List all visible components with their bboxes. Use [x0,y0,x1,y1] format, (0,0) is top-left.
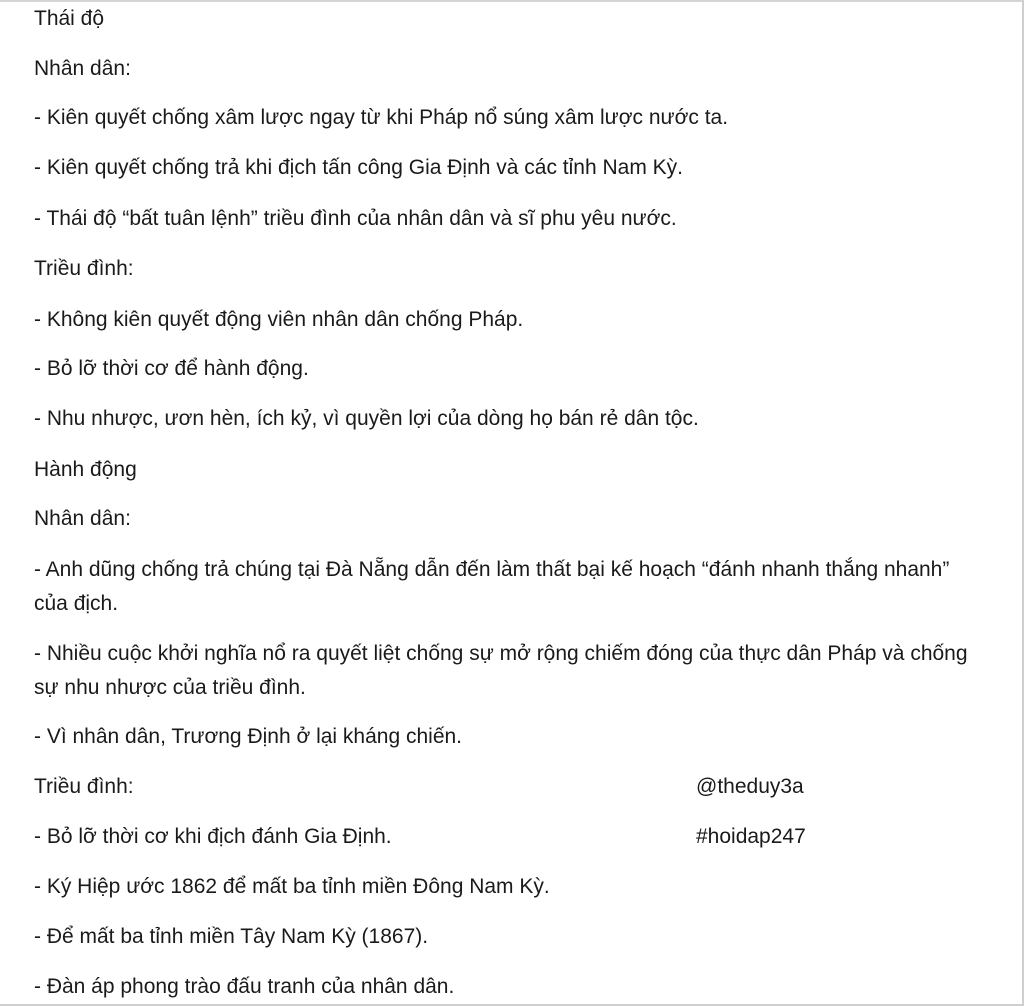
list-item: - Không kiên quyết động viên nhân dân chống Pháp. [34,308,524,331]
list-item: - Đàn áp phong trào đấu tranh của nhân dân. [34,975,455,998]
list-item: - Kiên quyết chống trả khi địch tấn công Gia Định và các tỉnh Nam Kỳ. [34,156,684,179]
subheading-trieu-dinh: Triều đình: [34,775,134,798]
list-item: - Kiên quyết chống xâm lược ngay từ khi Pháp nổ súng xâm lược nước ta. [34,106,729,129]
list-item: - Để mất ba tỉnh miền Tây Nam Kỳ (1867). [34,925,429,948]
heading-thai-do: Thái độ [34,7,105,30]
subheading-nhan-dan: Nhân dân: [34,507,131,530]
subheading-trieu-dinh: Triều đình: [34,257,134,280]
list-item: - Bỏ lỡ thời cơ khi địch đánh Gia Định. [34,825,392,848]
list-item: - Anh dũng chống trả chúng tại Đà Nẵng dẫn đến làm thất bại kế hoạch “đánh nhanh thắng nhanh” của địch. [34,558,950,615]
list-item: - Bỏ lỡ thời cơ để hành động. [34,357,309,380]
site-hashtag: #hoidap247 [696,825,806,848]
list-item: - Vì nhân dân, Trương Định ở lại kháng chiến. [34,725,463,748]
list-item: - Thái độ “bất tuân lệnh” triều đình của nhân dân và sĩ phu yêu nước. [34,207,677,230]
author-tag: @theduy3a [696,775,804,798]
list-item: - Nhiều cuộc khởi nghĩa nổ ra quyết liệt chống sự mở rộng chiếm đóng của thực dân Pháp và chống sự nhu nhược của triều đình. [34,642,968,699]
list-item: - Ký Hiệp ước 1862 để mất ba tỉnh miền Đông Nam Kỳ. [34,875,550,898]
document-body [34,0,994,1004]
subheading-nhan-dan: Nhân dân: [34,57,131,80]
list-item: - Nhu nhược, ươn hèn, ích kỷ, vì quyền lợi của dòng họ bán rẻ dân tộc. [34,407,699,430]
heading-hanh-dong: Hành động [34,458,137,481]
